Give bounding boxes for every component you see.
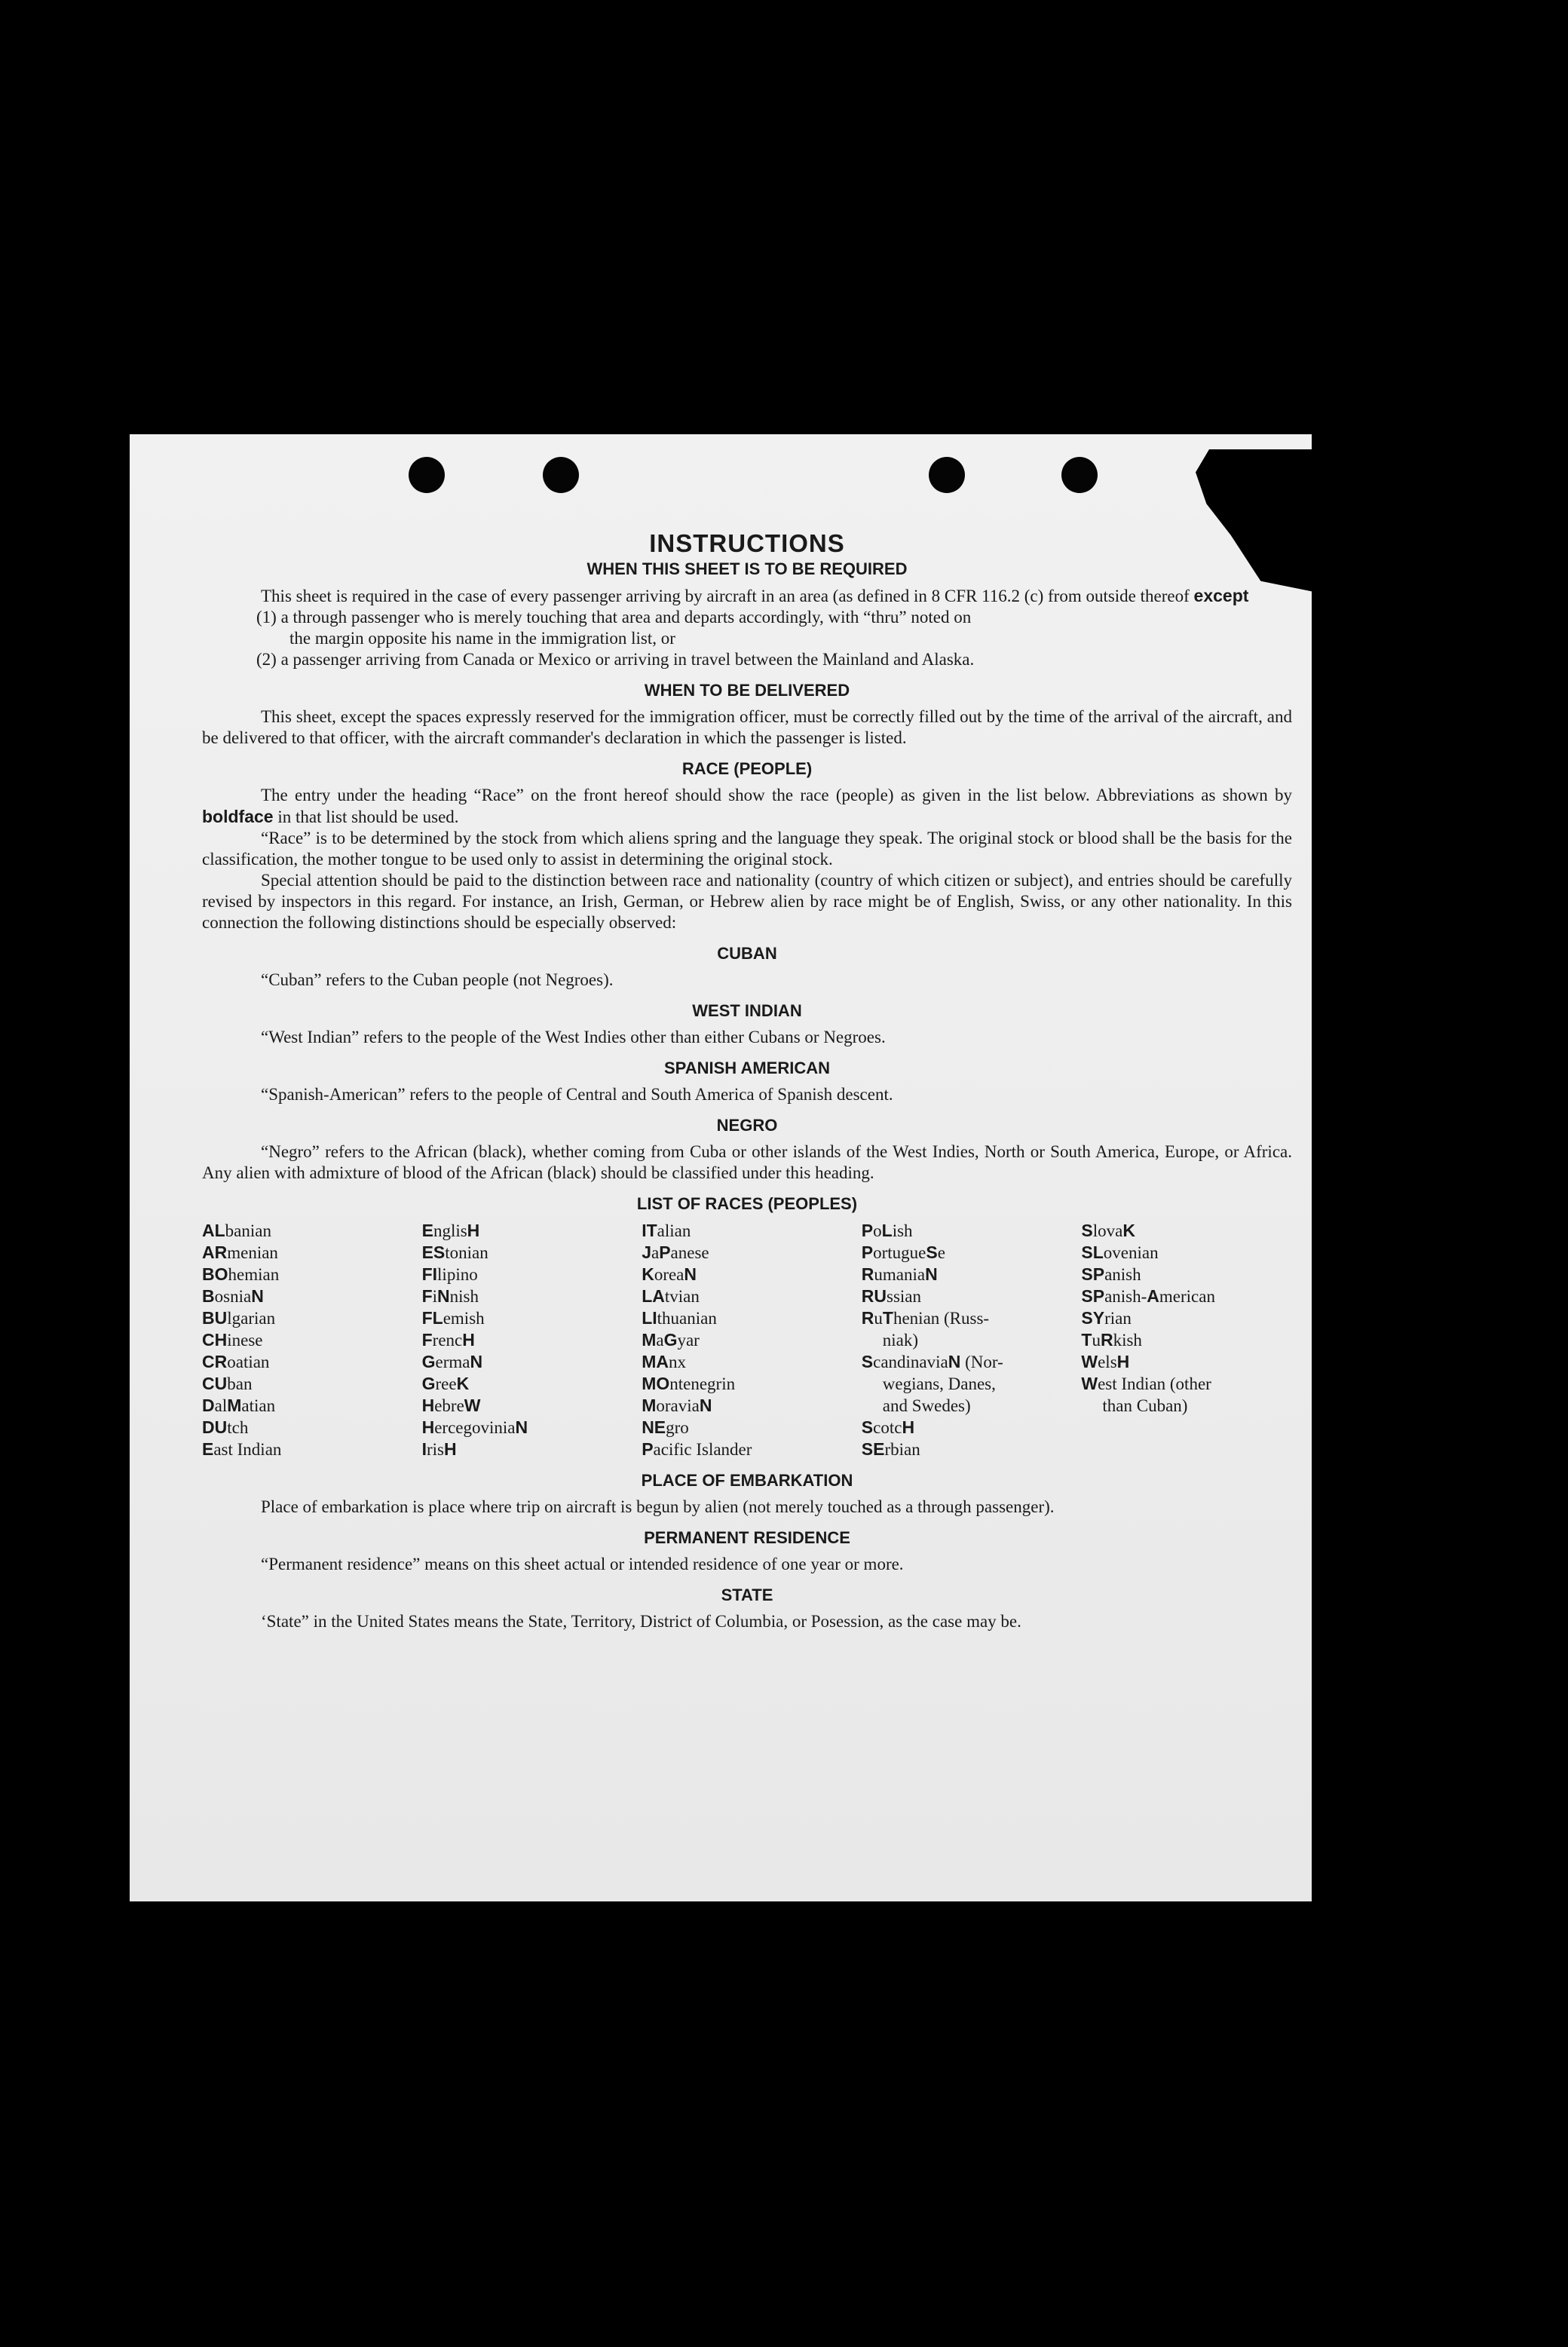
- race-entry: CUban: [202, 1374, 253, 1393]
- race-entry: WelsH: [1081, 1352, 1130, 1371]
- race-entry: niak): [882, 1331, 919, 1350]
- race-entry: FIlipino: [421, 1264, 478, 1284]
- race-entry: FLemish: [421, 1308, 485, 1328]
- race-entry: MoraviaN: [642, 1396, 712, 1415]
- race-entry: ALbanian: [202, 1221, 271, 1240]
- embarkation-text: Place of embarkation is place where trip on aircraft is begun by alien (not merely touched as a through passenger).: [261, 1497, 1055, 1516]
- races-column: [642, 1220, 862, 1460]
- boldface-word: boldface: [202, 807, 274, 826]
- heading-negro: NEGRO: [716, 1116, 778, 1135]
- race-entry: LAtvian: [642, 1286, 700, 1306]
- race-entry: PoLish: [861, 1221, 913, 1240]
- race-entry: SPanish-American: [1081, 1286, 1215, 1306]
- races-column: [1081, 1220, 1292, 1460]
- heading-delivered: WHEN TO BE DELIVERED: [644, 681, 850, 700]
- race-entry: FrencH: [421, 1330, 475, 1350]
- race-entry: and Swedes): [882, 1396, 971, 1415]
- race-entry: HercegoviniaN: [421, 1417, 528, 1437]
- race-entry: SPanish: [1081, 1264, 1141, 1284]
- race-entry: GreeK: [421, 1374, 470, 1393]
- heading-state: STATE: [721, 1586, 773, 1604]
- race-entry: ScotcH: [861, 1417, 915, 1437]
- heading-list-of-races: LIST OF RACES (PEOPLES): [636, 1194, 858, 1213]
- heading-west-indian: WEST INDIAN: [692, 1001, 802, 1020]
- negro-text: “Negro” refers to the African (black), whether coming from Cuba or other islands of the West Indies, North or South America, Europe, or Africa. Any alien with admixture of blood of the African (black) should be classified under this heading.: [202, 1142, 1292, 1182]
- heading-race: RACE (PEOPLE): [681, 759, 813, 778]
- race-entry: PortugueSe: [861, 1242, 945, 1262]
- cuban-text: “Cuban” refers to the Cuban people (not Negroes).: [261, 970, 614, 989]
- required-lead: This sheet is required in the case of every passenger arriving by aircraft in an area (as defined in 8 CFR 116.2 (c) from outside thereof except: [261, 586, 1249, 605]
- punch-hole-3: [929, 457, 965, 493]
- race-entry: HebreW: [421, 1396, 481, 1415]
- race-paragraph-1: The entry under the heading “Race” on the front hereof should show the race (people) as given in the list below. Abbreviations as shown by boldface in that list should be used.: [202, 786, 1292, 826]
- races-column: [202, 1220, 422, 1460]
- race-entry: IrisH: [421, 1439, 457, 1459]
- race-entry: West Indian (other: [1081, 1374, 1211, 1393]
- race-entry: MAnx: [642, 1352, 686, 1371]
- race-entry: BosniaN: [202, 1286, 264, 1306]
- race-entry: JaPanese: [642, 1242, 709, 1262]
- race-entry: East Indian: [202, 1439, 282, 1459]
- page-title: INSTRUCTIONS: [649, 529, 845, 557]
- race-entry: BUlgarian: [202, 1308, 276, 1328]
- punch-hole-4: [1061, 457, 1098, 493]
- punch-hole-2: [543, 457, 579, 493]
- state-text: ‘State” in the United States means the State, Territory, District of Columbia, or Posession, as the case may be.: [261, 1612, 1021, 1631]
- races-list: [202, 1220, 1292, 1460]
- race-paragraph-2: “Race” is to be determined by the stock from which aliens spring and the language they speak. The original stock or blood shall be the basis for the classification, the mother tongue to be used only to assist in determining the original stock.: [202, 829, 1292, 869]
- heading-cuban: CUBAN: [717, 944, 777, 963]
- race-entry: SlovaK: [1081, 1221, 1135, 1240]
- document-sheet: [130, 434, 1312, 1901]
- race-entry: BOhemian: [202, 1264, 280, 1284]
- race-entry: SErbian: [861, 1439, 920, 1459]
- race-entry: DalMatian: [202, 1396, 276, 1415]
- instructions-content: [202, 529, 1292, 1632]
- race-entry: LIthuanian: [642, 1308, 717, 1328]
- heading-residence: PERMANENT RESIDENCE: [644, 1528, 850, 1547]
- race-entry: SYrian: [1081, 1308, 1132, 1328]
- race-entry: DUtch: [202, 1417, 249, 1437]
- race-entry: KoreaN: [642, 1264, 697, 1284]
- race-entry: TuRkish: [1081, 1330, 1142, 1350]
- race-entry: ARmenian: [202, 1242, 278, 1262]
- races-column: [862, 1220, 1082, 1460]
- race-entry: SLovenian: [1081, 1242, 1159, 1262]
- except-word: except: [1193, 586, 1249, 605]
- race-entry: RuThenian (Russ-: [861, 1308, 990, 1328]
- race-entry: EStonian: [421, 1242, 488, 1262]
- race-entry: wegians, Danes,: [882, 1374, 996, 1393]
- punch-hole-1: [409, 457, 445, 493]
- race-entry: CRoatian: [202, 1352, 270, 1371]
- races-column: [422, 1220, 642, 1460]
- race-entry: MOntenegrin: [642, 1374, 736, 1393]
- race-entry: MaGyar: [642, 1330, 700, 1350]
- race-entry: than Cuban): [1102, 1396, 1188, 1415]
- race-entry: RumaniaN: [861, 1264, 938, 1284]
- race-entry: EnglisH: [421, 1221, 480, 1240]
- required-item-2: (2) a passenger arriving from Canada or Mexico or arriving in travel between the Mainland and Alaska.: [256, 650, 975, 669]
- spanish-american-text: “Spanish-American” refers to the people of Central and South America of Spanish descent.: [261, 1085, 893, 1104]
- race-entry: RUssian: [861, 1286, 922, 1306]
- delivered-text: This sheet, except the spaces expressly reserved for the immigration officer, must be correctly filled out by the time of the arrival of the aircraft, and be delivered to that officer, with the aircraft commander's declaration in which the passenger is listed.: [202, 707, 1292, 747]
- race-entry: ScandinaviaN (Nor-: [861, 1352, 1003, 1371]
- race-entry: Pacific Islander: [642, 1439, 752, 1459]
- race-entry: FiNnish: [421, 1286, 479, 1306]
- heading-embarkation: PLACE OF EMBARKATION: [641, 1471, 853, 1490]
- race-entry: GermaN: [421, 1352, 483, 1371]
- required-item-1: (1) a through passenger who is merely touching that area and departs accordingly, with “thru” noted on the margin opposite his name in the immigration list, or: [256, 608, 972, 648]
- west-indian-text: “West Indian” refers to the people of the West Indies other than either Cubans or Negroes.: [261, 1028, 886, 1046]
- heading-required: WHEN THIS SHEET IS TO BE REQUIRED: [586, 559, 908, 578]
- race-entry: NEgro: [642, 1417, 689, 1437]
- residence-text: “Permanent residence” means on this sheet actual or intended residence of one year or more.: [261, 1555, 904, 1573]
- race-entry: CHinese: [202, 1330, 263, 1350]
- race-entry: ITalian: [642, 1221, 691, 1240]
- race-paragraph-3: Special attention should be paid to the distinction between race and nationality (country of which citizen or subject), and entries should be carefully revised by inspectors in this regard. For instance, an Irish, German, or Hebrew alien by race might be of English, Swiss, or any other nationality. In this connection the following distinctions should be especially observed:: [202, 871, 1292, 932]
- heading-spanish-american: SPANISH AMERICAN: [663, 1059, 830, 1077]
